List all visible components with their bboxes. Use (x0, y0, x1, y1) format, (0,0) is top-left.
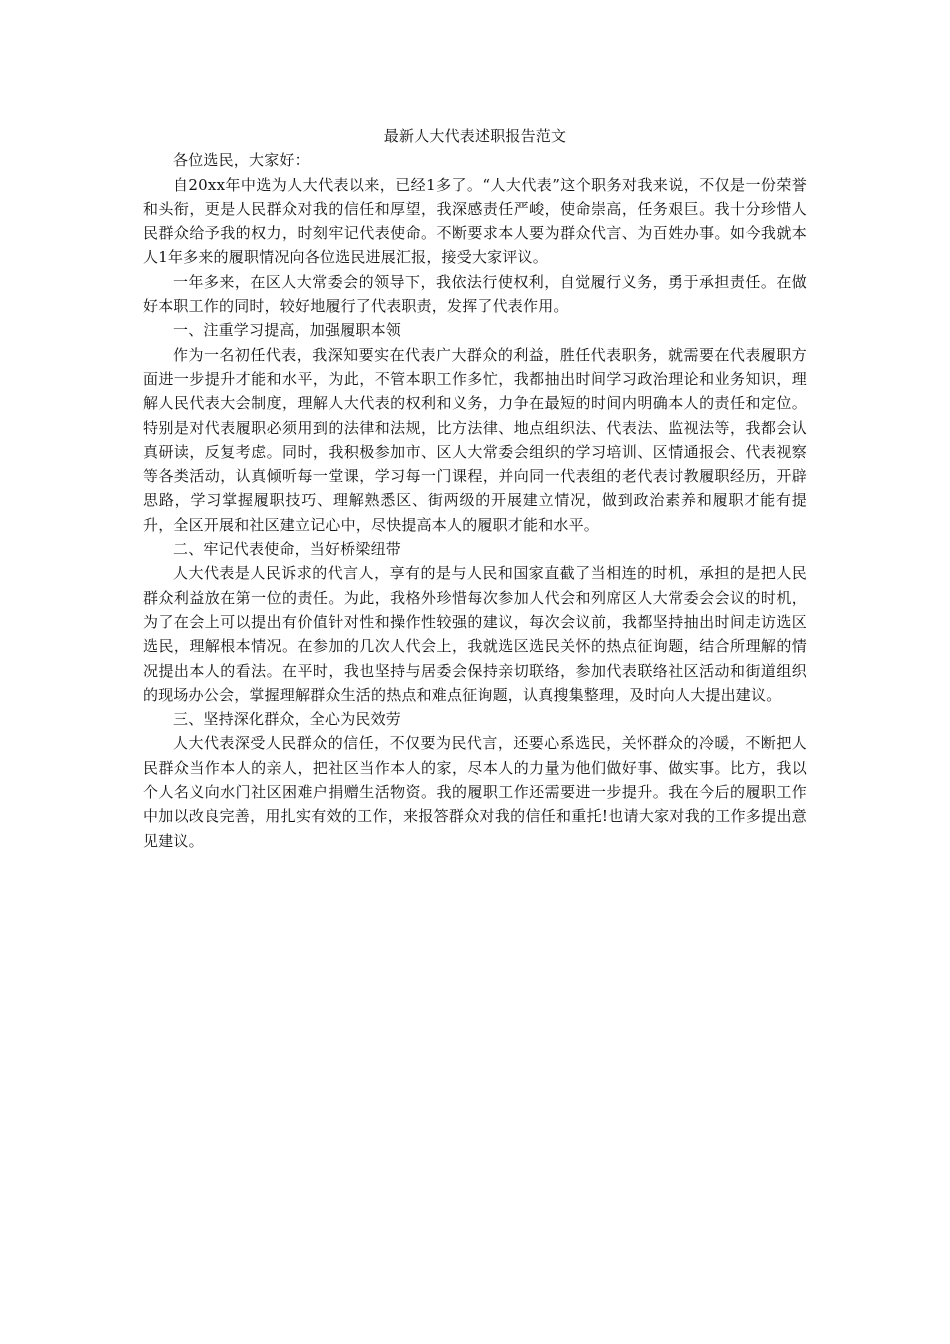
document-title: 最新人大代表述职报告范文 (383, 127, 567, 145)
section-heading-2: 二、牢记代表使命，当好桥梁纽带 (173, 540, 402, 559)
section-heading-3: 三、坚持深化群众，全心为民效劳 (173, 710, 402, 729)
paragraph-section-1: 作为一名初任代表，我深知要实在代表广大群众的利益，胜任代表职务，就需要在代表履职方面进一步提升才能和水平，为此，不管本职工作多忙，我都抽出时间学习政治理论和业务知识，理解人民代表大会制度，理解人大代表的权利和义务，力争在最短的时间内明确本人的责任和定位。特别是对代表履职必须用到的法律和法规，比方法律、地点组织法、代表法、监视法等，我都会认真研读，反复考虑。同时，我积极参加市、区人大常委会组织的学习培训、区情通报会、代表视察等各类活动，认真倾听每一堂课，学习每一门课程，并向同一代表组的老代表讨教履职经历，开辟思路，学习掌握履职技巧、理解熟悉区、街两级的开展建立情况，做到政治素养和履职才能有提升，全区开展和社区建立记心中，尽快提高本人的履职才能和水平。 (143, 345, 807, 534)
paragraph-overview: 一年多来，在区人大常委会的领导下，我依法行使权利，自觉履行义务，勇于承担责任。在做好本职工作的同时，较好地履行了代表职责，发挥了代表作用。 (143, 272, 807, 316)
paragraph-section-2: 人大代表是人民诉求的代言人，享有的是与人民和国家直截了当相连的时机，承担的是把人民群众利益放在第一位的责任。为此，我格外珍惜每次参加人代会和列席区人大常委会会议的时机，为了在会上可以提出有价值针对性和操作性较强的建议，每次会议前，我都坚持抽出时间走访选区选民，理解根本情况。在参加的几次人代会上，我就选区选民关怀的热点征询题，结合所理解的情况提出本人的看法。在平时，我也坚持与居委会保持亲切联络，参加代表联络社区活动和街道组织的现场办公会，掌握理解群众生活的热点和难点征询题，认真搜集整理，及时向人大提出建议。 (143, 564, 807, 704)
paragraph-section-3: 人大代表深受人民群众的信任，不仅要为民代言，还要心系选民，关怀群众的冷暖，不断把人民群众当作本人的亲人，把社区当作本人的家，尽本人的力量为他们做好事、做实事。比方，我以个人名义向水门社区困难户捐赠生活物资。我的履职工作还需要进一步提升。我在今后的履职工作中加以改良完善，用扎实有效的工作，来报答群众对我的信任和重托!也请大家对我的工作多提出意见建议。 (143, 734, 807, 850)
paragraph-intro: 自20xx年中选为人大代表以来，已经1多了。“人大代表”这个职务对我来说，不仅是一份荣誉和头衔，更是人民群众对我的信任和厚望，我深感责任严峻，使命崇高，任务艰巨。我十分珍惜人民群众给予我的权力，时刻牢记代表使命。不断要求本人要为群众代言、为百姓办事。如今我就本人1年多来的履职情况向各位选民进展汇报，接受大家评议。 (143, 175, 807, 267)
greeting: 各位选民，大家好： (173, 151, 310, 170)
document-body (143, 124, 807, 853)
section-heading-1: 一、注重学习提高，加强履职本领 (173, 321, 402, 340)
